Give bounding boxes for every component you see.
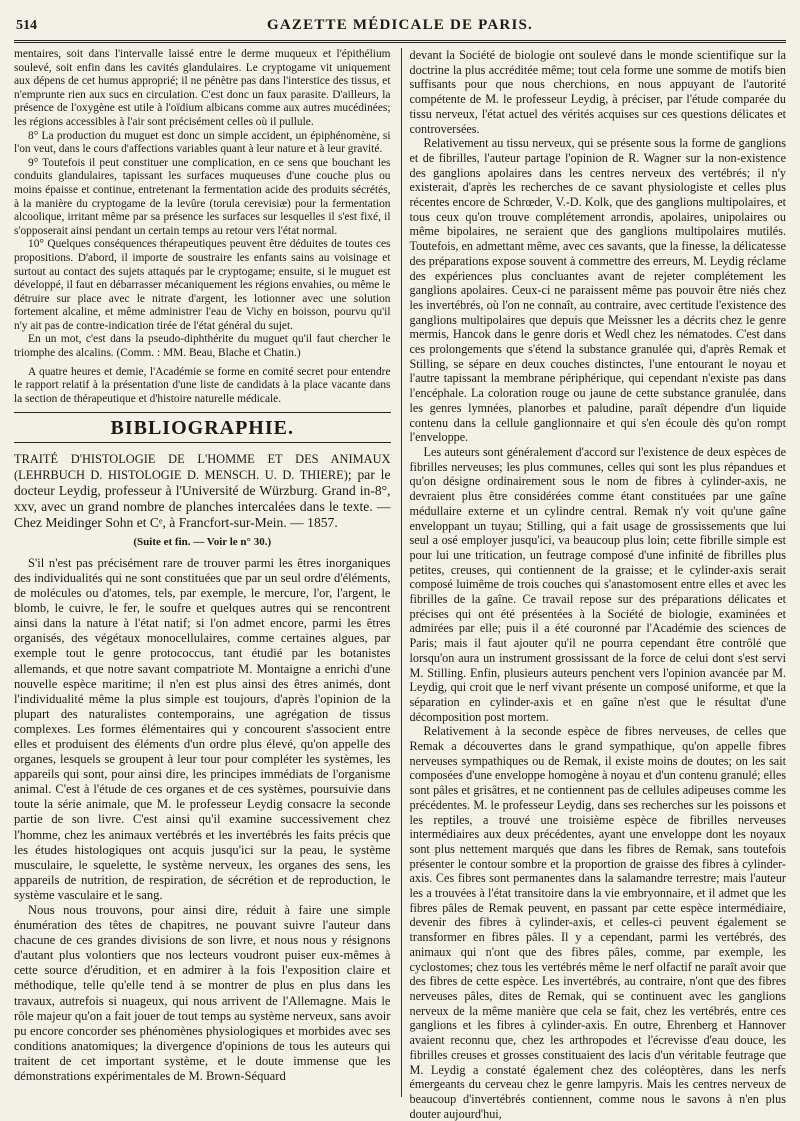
book-title: TRAITÉ D'HISTOLOGIE DE L'HOMME ET DES ANIMAUX (LEHRBUCH D. HISTOLOGIE D. MENSCH. U. D. THIERE) [14,452,391,483]
paragraph: devant la Société de biologie ont soulevé dans le monde scientifique sur la doctrine la plus accréditée même; tout cela forme une somme de motifs bien suffisants pour que nous cherchions, en nous appuyant de l'autorité compétente de M. le professeur Leydig, à préciser, par l'étude comparée du tissu nerveux, l'état actuel des vérités acquises sur ces questions délicates et controversées. [409,48,786,136]
paragraph: 8° La production du muguet est donc un simple accident, un épiphénomène, si l'on veut, dans le cours d'affections variables quant à leur nature et à leur gravité. [14,129,391,156]
review-body [14,556,391,1084]
paragraph: Relativement au tissu nerveux, qui se présente sous la forme de ganglions et de fibrilles, l'auteur partage l'opinion de R. Wagner sur la non-existence des ganglions apolaires dans les centres nerveux des vertébrés; il n'y existerait, d'après les recherches de ce savant physiologiste et celles plus récentes encore de Schrœder, V.-D. Kolk, que des ganglions multipolaires, et tous ceux qu'on trouve complétement arrondis, apolaires, unipolaires ou même bipolaires, ne seraient que des ganglions multipolaires mutilés. Toutefois, en admettant même, avec ces savants, que la finesse, la délicatesse des préparations expose souvent à commettre des erreurs, M. Leydig réclame des expériences plus concluantes avant de rejeter complétement les ganglions apolaires. Ceux-ci ne paraissent même pas pouvoir être niés chez les invertébrés, où l'on ne connaît, au contraire, avec certitude l'existence des ganglions multipolaires que depuis que Meissner les a décrits chez le genre mermis, Hancok dans le genre doris et Wedl chez les nématodes. C'est dans ces prolongements que s'étend la substance granulée qui, d'après Remak et Stilling, se sépare en deux couches distinctes, l'une entourant le noyau et l'autre tapissant la membrane périphérique, qui cependant n'existe pas dans l'encéphale. La coloration rouge ou jaune de cette substance granulée, dans les genres lymnées, planorbes et paludine, paraît dépendre d'un liquide contenu dans la cellule ganglionnaire et qui s'en écoule dès qu'on rompt l'enveloppe. [409,136,786,445]
paragraph: 9° Toutefois il peut constituer une complication, en ce sens que bouchant les conduits glandulaires, tapissant les surfaces muqueuses d'une couche plus ou moins épaisse et continue, entretenant la fermentation acide des produits sécrétés, à la manière du cryptogame de la levûre (torula cerevisiæ) pour la fermentation alcoolique, irritant même par sa présence les surfaces sur lesquelles il s'est fixé, il s'opposerait ainsi pendant un certain temps au retour vers l'état normal. [14,156,391,237]
paragraph: 10° Quelques conséquences thérapeutiques peuvent être déduites de toutes ces propositions. D'abord, il importe de soustraire les enfants sains au voisinage et surtout au contact des sujets attaqués par le cryptogame; ensuite, si le muguet est développé, il faut en débarrasser mécaniquement les régions envahies, ou même le détruire sur place avec le nitrate d'argent, les lotionner avec une solution fortement alcaline, et même administrer l'eau de Vichy en boisson, pourvu qu'il n'y ait pas de contre-indication tirée de l'état général du sujet. [14,238,391,332]
left-column [14,48,391,1097]
paragraph: Nous nous trouvons, pour ainsi dire, réduit à faire une simple énumération des têtes de chapitres, ne pouvant suivre l'auteur dans chacune de ces grandes divisions de son livre, et nous nous y résignons d'autant plus volontiers que nos lecteurs voudront puiser eux-mêmes à cette source d'érudition, et en admirer à la fois l'exposition claire et méthodique, telle qu'elle tend à se montrer de plus en plus dans les travaux, autrefois si nuageux, qui nous arrivent de l'Allemagne. Mais le rôle majeur qu'on a fait jouer de tout temps au système nerveux, sans avoir pu encore concorder ses phénomènes physiologiques et morbides avec ses conditions anatomiques; la divergence d'opinions de tous les auteurs qui traitent de cet important système, et le doute immense que les démonstrations expérimentales de M. Brown-Séquard [14,903,391,1084]
continuation-note: (Suite et fin. — Voir le n° 30.) [133,536,272,549]
section-divider [14,442,391,443]
text-columns [14,48,786,1121]
paragraph: S'il n'est pas précisément rare de trouver parmi les êtres inorganiques des individualités qui ne sont constituées que par un seul ordre d'éléments, de molécules ou d'atomes, tels, par exemple, le mercure, l'or, l'argent, le blomb, le cuivre, le fer, le soufre et quelques autres qui se rencontrent ainsi dans la nature à l'état natif; si l'on admet encore, parmi les êtres organisés, des végétaux monocellulaires, comme certaines algues, par exemple tout le genre protococcus, tant étudié par les botanistes allemands, et que notre savant compatriote M. Montaigne a enrichi d'une nouvelle espèce maritime; il n'en est plus ainsi des êtres animés, dont l'individualité même la plus simple est toujours, d'après l'opinion de la plupart des naturalistes contemporains, une agrégation de tissus complexes. Les formes élémentaires qui y concourent s'associent entre elles et produisent des éléments d'un ordre plus élevé, qu'on appelle des organes, lesquels se groupent à leur tour pour compléter les systèmes, les appareils qui sont, pour ainsi dire, les principes immédiats de l'organisme animal. C'est à l'étude de ces organes et de ces systèmes, poursuivie dans toute la série animale, que M. le professeur Leydig consacre la seconde partie de son livre. C'est ainsi qu'il examine successivement chez l'homme, chez les animaux vertébrés et les invertébrés les faits précis que les études histologiques ont acquis jusqu'ici sur la peau, le système musculaire, le squelette, le système nerveux, les organes des sens, les appareils de nutrition, de respiration, de sécrétion et de reproduction, le système vasculaire et le sang. [14,555,391,902]
paragraph: Relativement à la seconde espèce de fibres nerveuses, de celles que Remak a découvertes dans le grand sympathique, qu'on appelle fibres nerveuses sympathiques ou de Remak, il existe moins de doutes; on les sait composées d'une enveloppe homogène à noyau et d'un contenu granulé; elles sont pâles et grisâtres, et ne contiennent pas de cellules adipeuses comme les précédentes. M. le professeur Leydig, dans ses recherches sur les poissons et les reptiles, a trouvé une troisième espèce de fibrilles nerveuses intermédiaires aux deux précédentes, ayant une enveloppe dont les noyaux sont plus nettement marqués que dans les fibres de Remak, sans toutefois présenter le contour sombre et la proportion de graisse des fibres à cylinder-axis. Ces fibres sont permanentes dans la salamandre terrestre; mais l'auteur les a trouvées à l'état transitoire dans la vie embryonnaire, et il admet que les fibres pâles de Remak peuvent, en passant par cette espèce intermédiaire, devenir des fibres à cylinder-axis, et celles-ci peuvent également se transformer en fibres pâles. Il y a cependant, parmi les vertébrés, des animaux qui n'ont que des fibres pâles, comme, par exemple, les cyclostomes; chez tous les vertébrés même le nerf olfactif ne paraît avoir que des fibres de cette espèce. Les invertébrés, au contraire, n'ont que des fibres nerveuses pâles, dites de Remak, qui se continuent avec les ganglions nerveux de la même manière que cela se fait, chez les vertébrés, entre ces ganglions et les fibres à cylinder-axis. En outre, Ehrenberg et Hannover avaient reconnu que, chez les arthropodes et l'écrevisse d'eau douce, les fibrilles creuses et grosses constituaient des lacis d'un véritable feutrage que M. Leydig a constaté également chez des coléoptères, dans les nerfs émergeants du cerveau chez le genre lampyris. Mais les centres nerveux de beaucoup d'invertébrés contiennent, comme nous le savons à n'en plus douter aujourd'hui, [409,724,786,1121]
journal-title: GAZETTE MÉDICALE DE PARIS. [267,17,533,33]
paragraph: mentaires, soit dans l'intervalle laissé entre le derme muqueux et l'épithélium soulevé, soit enfin dans les cavités glandulaires. Le cryptogame vit uniquement aux dépens de cet humus approprié; il ne pénètre pas dans l'interstice des tissus, et n'emprunte rien aux sucs en circulation. C'est donc un faux parasite. D'ailleurs, la présence de l'oxygène est utile à l'oïdium albicans comme aux autres mucédinées; les régions accessibles à l'air sont précisément celles où il pullule. [14,48,391,128]
section-title: BIBLIOGRAPHIE. [110,417,294,440]
book-reference [14,451,391,531]
book-details: ; par le docteur Leydig, professeur à l'Université de Würzburg. Grand in-8°, xxv, avec un grand nombre de planches intercalées dans le texte. — Chez Meidinger Sohn et Cᵉ, à Francfort-sur-Mein. — 1857. [14,467,391,531]
right-column [401,48,787,1121]
page-number: 514 [16,18,37,33]
section-divider [14,412,391,413]
paragraph: A quatre heures et demie, l'Académie se forme en comité secret pour entendre le rapport relatif à la présentation d'une liste de candidats à la place vacante dans la section de thérapeutique et d'histoire naturelle médicale. [14,365,391,405]
paragraph: Les auteurs sont généralement d'accord sur l'existence de deux espèces de fibrilles nerveuses; les plus communes, celles qui sont les plus répandues et qu'on désigne ordinairement sous le nom de fibres à cylinder-axis, ne devraient plus être considérées comme étant constituées par une gaîne médullaire externe et un cylindre central. Remak n'y voit qu'une gaîne enveloppant un tuyau; Stilling, qui a fait usage de grossissements que lui seul a osé employer jusqu'ici, va beaucoup plus loin; cette fibrille simple est pour lui une tritication, un feutrage composé d'une infinité de fibrilles plus petites, creuses, qui contiennent de la graisse; et le cylinder-axis serait composé luimême de trois couches qui s'anastomosent entre elles et avec les fibrilles de la gaîne. Ce travail repose sur des préparations délicates et précises qui ont été présentées à la Société de biologie, examinées et admirées par elle; puis il a été couronné par l'Académie des sciences de Paris; mais il faut ajouter qu'il ne pourra cependant être contrôlé que lorsqu'on aura un instrument grossissant de la force de celui dont s'est servi M. Stilling. Enfin, plusieurs auteurs penchent vers l'opinion avancée par M. Leydig, qui croit que le nerf vivant présente un composé uniforme, et que la séparation en cylinder-axis et en gaîne n'est que le résultat d'une décomposition post mortem. [409,444,786,724]
academy-report-section [14,48,391,406]
paragraph: En un mot, c'est dans la pseudo-diphthérite du muguet qu'il faut chercher le triomphe des alcalins. (Comm. : MM. Beau, Blache et Chatin.) [14,333,391,360]
page-header [14,14,786,43]
